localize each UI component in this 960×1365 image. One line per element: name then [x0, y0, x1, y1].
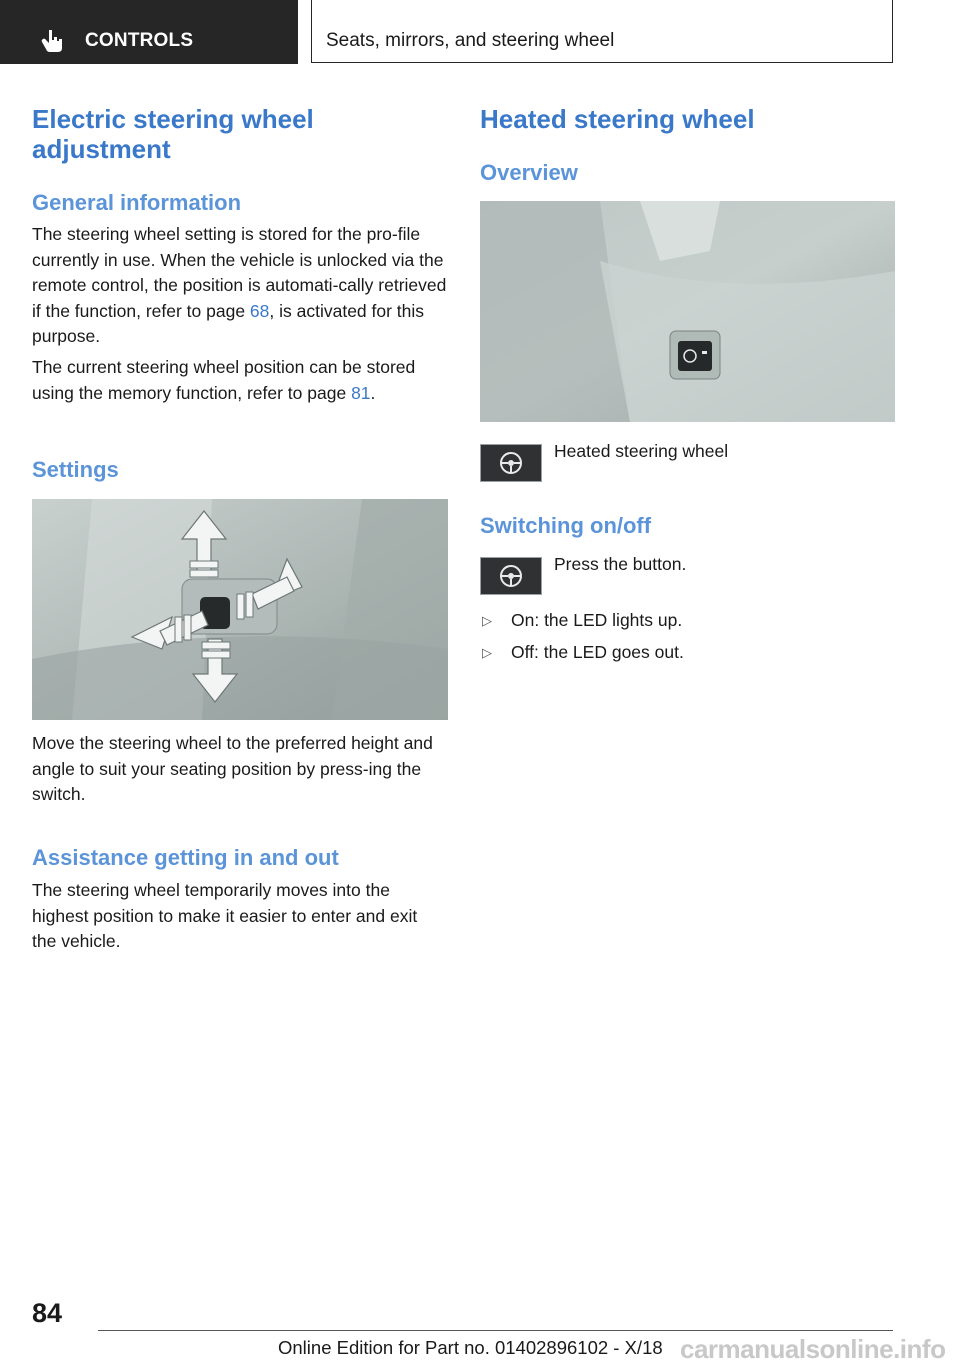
bullet-text: On: the LED lights up.	[511, 610, 683, 630]
watermark: carmanualsonline.info	[680, 1334, 946, 1364]
paragraph-text: , is activated for this purpose.	[32, 300, 425, 346]
right-page-title: Heated steering wheel	[480, 104, 755, 134]
header-chapter-box	[311, 0, 893, 63]
paragraph-text: The current steering wheel position can be stored using the memory function, refer to page	[32, 357, 416, 403]
paragraph-text: The steering wheel setting is stored for the pro‐file currently in use. When the vehicle is unlocked via the remote control, the position is automati‐cally retrieved if the function, refer to page	[32, 224, 447, 321]
left-page-title: Electric steering wheel adjustment	[32, 104, 314, 164]
overview-heading: Overview	[480, 160, 578, 185]
page-number: 84	[32, 1298, 63, 1328]
hand-pointer-icon	[40, 28, 66, 54]
general-information-heading: General information	[32, 190, 242, 215]
general-information-paragraph-1	[32, 222, 448, 350]
assistance-heading: Assistance getting in and out	[32, 845, 339, 870]
settings-paragraph: Move the steering wheel to the preferred height and angle to suit your seating position by press‐ing the switch.	[32, 733, 433, 804]
triangle-bullet-icon: ▷	[482, 613, 492, 628]
switching-heading: Switching on/off	[480, 513, 652, 538]
page-link-81[interactable]: 81	[351, 382, 371, 403]
header-section-tab	[0, 0, 298, 64]
triangle-bullet-icon: ▷	[482, 645, 492, 660]
switching-instruction: Press the button.	[554, 554, 687, 574]
assistance-paragraph: The steering wheel temporarily moves into the highest position to make it easier to enter and exit the vehicle.	[32, 880, 418, 951]
footer-edition: Online Edition for Part no. 01402896102 - X/18	[278, 1337, 663, 1358]
heated-steering-figure	[480, 201, 895, 422]
header-chapter-title: Seats, mirrors, and steering wheel	[326, 30, 615, 51]
switch-button-icon	[480, 557, 542, 595]
settings-heading: Settings	[32, 457, 119, 482]
heated-steering-button-icon	[480, 444, 542, 482]
heated-steering-illustration	[480, 201, 895, 422]
footer-divider	[98, 1330, 893, 1331]
steering-wheel-heat-icon	[481, 445, 541, 481]
steering-switch-figure	[32, 499, 448, 720]
bullet-text: Off: the LED goes out.	[511, 642, 684, 662]
heated-steering-caption: Heated steering wheel	[554, 441, 729, 461]
steering-switch-illustration	[32, 499, 448, 720]
page-link-68[interactable]: 68	[249, 300, 270, 321]
paragraph-text: .	[370, 382, 376, 403]
header-section-label: CONTROLS	[85, 30, 194, 51]
general-information-paragraph-2	[32, 355, 432, 406]
steering-wheel-heat-icon	[481, 558, 541, 594]
